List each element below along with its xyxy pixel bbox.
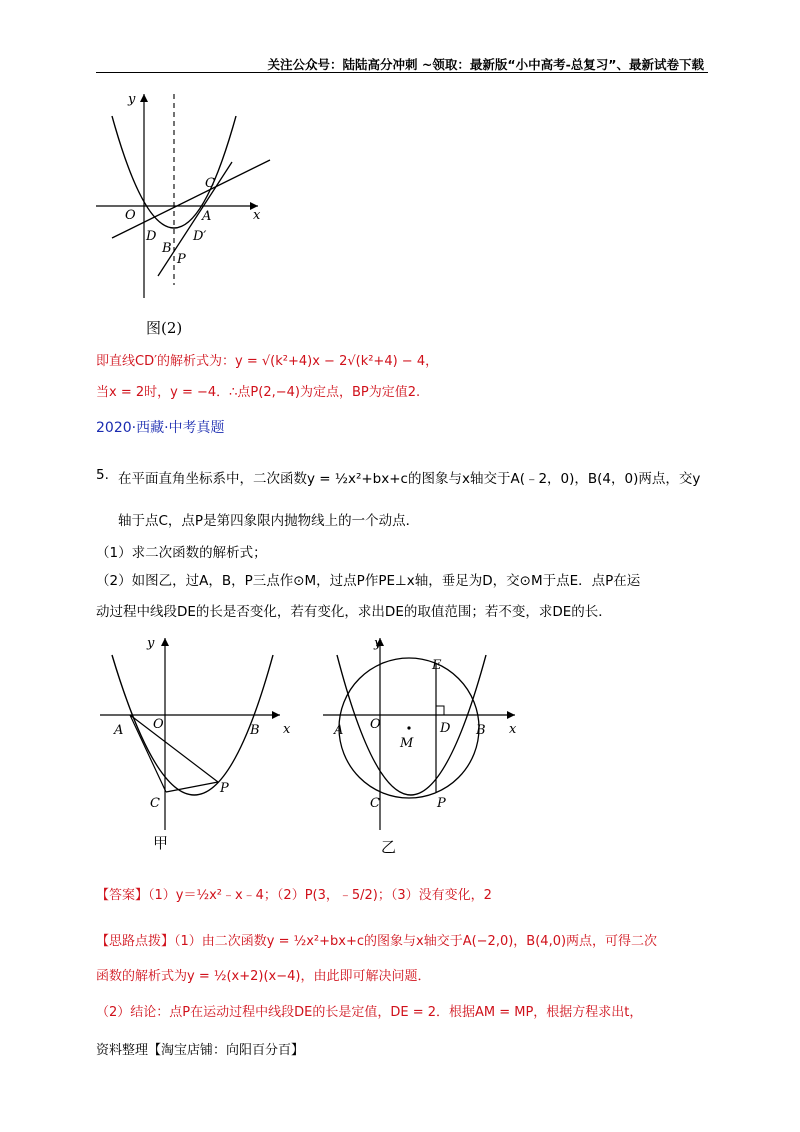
jia-P-label: P: [220, 781, 229, 796]
problem-stem-line-2: 轴于点C，点P是第四象限内抛物线上的一个动点．: [118, 513, 420, 529]
yi-y-label: y: [374, 636, 382, 651]
yi-A-label: A: [334, 723, 344, 738]
fig1-A-label: A: [202, 209, 212, 224]
fig1-P-label: P: [177, 252, 186, 267]
question-2-line-2: 动过程中线段DE的长是否变化，若有变化，求出DE的取值范围；若不变，求DE的长．: [96, 604, 612, 620]
question-1: （1）求二次函数的解析式；: [96, 545, 267, 561]
yi-M-label: M: [400, 736, 414, 751]
header-rule: [96, 72, 708, 73]
jia-O-label: O: [153, 717, 164, 732]
yi-B-label: B: [476, 723, 486, 738]
page-header: 关注公众号：陆陆高分冲刺 ~领取：最新版“小中高考-总复习”、最新试卷下载: [267, 57, 704, 72]
jia-y-label: y: [147, 636, 155, 651]
jia-B-label: B: [250, 723, 260, 738]
fig1-C-label: C: [205, 176, 215, 191]
section-title: 2020·西藏·中考真题: [96, 420, 225, 436]
question-2-line-1: （2）如图乙，过A，B，P三点作⊙M，过点P作PE⊥x轴，垂足为D，交⊙M于点E．点P在运: [96, 573, 641, 589]
jia-A-label: A: [114, 723, 124, 738]
yi-C-label: C: [370, 796, 380, 811]
solution-line-2: 当x = 2时，y = −4．∴点P(2,−4)为定点，BP为定值2.: [96, 385, 421, 400]
yi-O-label: O: [370, 717, 381, 732]
fig1-x-label: x: [253, 208, 261, 223]
fig1-y-label: y: [128, 92, 136, 107]
jia-C-label: C: [150, 796, 160, 811]
fig1-Dp-label: D′: [193, 229, 207, 244]
figure-jia-caption: 甲: [153, 834, 169, 852]
fig1-D-label: D: [146, 229, 157, 244]
figure-1-caption: 图(2): [146, 319, 183, 337]
answer-line: 【答案】（1）y＝½x²﹣x﹣4；（2）P(3，﹣5/2)；（3）没有变化，2: [96, 888, 492, 903]
page-footer: 资料整理【淘宝店铺：向阳百分百】: [96, 1043, 305, 1058]
hint-line-1: 【思路点拨】（1）由二次函数y = ½x²+bx+c的图象与x轴交于A(−2,0)，B(4,0)两点，可得二次: [96, 934, 658, 949]
yi-E-label: E: [432, 658, 442, 673]
hint-line-3: （2）结论：点P在运动过程中线段DE的长是定值，DE = 2．根据AM = MP，根据方程求出t，: [96, 1005, 643, 1020]
hint-line-2: 函数的解析式为y = ½(x+2)(x−4)，由此即可解决问题．: [96, 969, 431, 984]
problem-stem-line-1: 在平面直角坐标系中，二次函数y = ½x²+bx+c的图象与x轴交于A(﹣2，0)，B(4，0)两点，交y: [118, 471, 701, 487]
yi-P-label: P: [437, 796, 446, 811]
figure-yi-caption: 乙: [381, 838, 397, 856]
yi-D-label: D: [440, 721, 451, 736]
figure-1-graph: [90, 88, 290, 308]
fig1-B-label: B: [162, 241, 172, 256]
jia-x-label: x: [283, 722, 291, 737]
figure-jia-graph: [90, 630, 305, 830]
problem-number: 5.: [96, 467, 109, 483]
fig1-O-label: O: [125, 208, 136, 223]
solution-line-1: 即直线CD′的解析式为：y = √(k²+4)x − 2√(k²+4) − 4，: [96, 354, 439, 369]
figure-yi-graph: [320, 630, 530, 830]
yi-x-label: x: [509, 722, 517, 737]
